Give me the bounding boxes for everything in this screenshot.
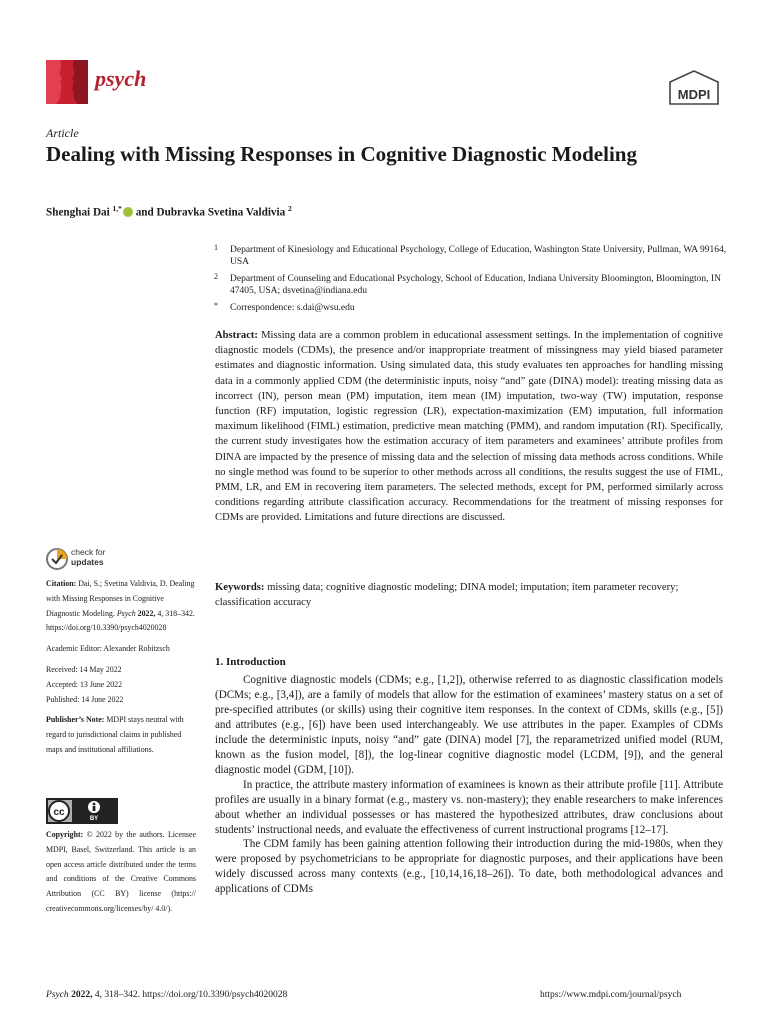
paragraph: The CDM family has been gaining attention following their introduction during the mid-1980s, when they were proposed by psychometricians to be appropriate for diagnostic purposes, and their applications have been widely discussed across many contexts (e.g., [10,14,16,18–26]). To date, both methodological advances and applications of CDMs bbox=[215, 838, 723, 896]
citation-label: Citation: bbox=[46, 579, 77, 588]
check-for-updates-icon bbox=[46, 547, 68, 571]
article-title: Dealing with Missing Responses in Cognitive Diagnostic Modeling bbox=[46, 142, 637, 166]
author-name[interactable]: and Dubravka Svetina Valdivia bbox=[135, 206, 286, 219]
academic-editor: Academic Editor: Alexander Robitzsch bbox=[46, 644, 170, 654]
orcid-icon[interactable] bbox=[123, 207, 133, 217]
journal-name: psych bbox=[95, 66, 147, 91]
keywords-label: Keywords: bbox=[215, 582, 265, 593]
mdpi-logo-icon bbox=[668, 70, 720, 108]
affiliations bbox=[214, 244, 729, 314]
abstract-label: Abstract: bbox=[215, 330, 258, 341]
copyright-text: © 2022 by the authors. Licensee MDPI, Basel, Switzerland. This article is an open access article distributed under the terms and conditions of the Creative Commons Attribution (CC BY) license (https:// creativecommons.org/licenses/by/ 4.0/). bbox=[46, 830, 196, 913]
author-list bbox=[46, 204, 292, 219]
mdpi-logo-text: MDPI bbox=[677, 87, 711, 102]
publisher-note-label: Publisher’s Note: bbox=[46, 715, 105, 725]
citation bbox=[46, 577, 198, 636]
affiliation-text: Department of Kinesiology and Educational Psychology, College of Education, Washington State University, Pullman, WA 99164, USA bbox=[230, 245, 727, 268]
correspondence-text[interactable]: Correspondence: s.dai@wsu.edu bbox=[230, 302, 355, 313]
paragraph: In practice, the attribute mastery information of examinees is known as their attribute profile [11]. Attribute profiles are usually in a binary format (e.g., mastery vs. non-mastery); they enable researchers to make inferences about whether an individual possesses or has mastered the hypothesized attributes, draw conclusions about students’ instructional needs, and evaluate the effectiveness of current instructional programs [12–17]. bbox=[215, 778, 723, 836]
accepted-date: Accepted: 13 June 2022 bbox=[46, 679, 123, 689]
svg-text:BY: BY bbox=[89, 816, 99, 822]
abstract-text: Missing data are a common problem in educational assessment settings. In the implementation of cognitive diagnostic models (CDMs), the presence and/or inappropriate treatment of missingness may yield biased parameter estimates and diagnostic information. Using simulated data, this study evaluates ten approaches for handling missing data in a commonly applied CDM (the deterministic inputs, noisy “and” gate (DINA) model): treating missing data as incorrect (IN), person mean (PM) imputation, item mean (IM) imputation, two-way (TW) imputation, response function (RF) imputation, logistic regression (LR), expectation-maximization (EM) imputation, full information maximum likelihood (FIML) estimation, predictive mean matching (PMM), and random imputation (RI). Specifically, the current study investigates how the estimation accuracy of item parameters and examinees’ attribute profiles from DINA are impacted by the presence of missing data and the selection of missing data methods across conditions. While no single method was found to be superior to other methods across all conditions, the results suggest the use of FIML, PMM, LR, and EM in recovering item parameters. The selected methods, except for PM, performed similarly across conditions regarding attribute classification accuracy. Recommendations for the treatment of missing responses for CDMs are provided. Limitations and future directions are discussed. bbox=[215, 330, 723, 524]
citation-year: 2022, bbox=[137, 608, 156, 618]
received-date: Received: 14 May 2022 bbox=[46, 664, 122, 674]
paragraph: Cognitive diagnostic models (CDMs; e.g., [1,2]), otherwise referred to as diagnostic classification models (DCMs; e.g., [3,4]), are a family of models that allow for the estimation of examinees’ mastery status on a set of pre-specified attributes (or skills) using their cognitive item responses. In the context of CDMs, skills (e.g., [5]) and attributes (e.g., [6]) have been used interchangeably. We use attributes in the paper. Examples of CDMs include the deterministic inputs, noisy “and” gate (DINA) model [7], the reparametrized unified model (RUM, known as the fusion model, [8]), the log-linear cognitive diagnostic model (LCDM, [9]), and the general diagnostic model (GDM, [10]). bbox=[215, 674, 723, 776]
copyright-notice bbox=[46, 828, 196, 917]
keywords bbox=[215, 580, 723, 610]
author-marks: 1,* bbox=[112, 204, 122, 213]
introduction-body bbox=[215, 673, 723, 897]
correspondence bbox=[214, 302, 729, 314]
citation-doi[interactable]: 4, 318–342. https://doi.org/10.3390/psych4020028 bbox=[46, 608, 195, 633]
article-type: Article bbox=[46, 126, 79, 140]
affiliation-mark: 1 bbox=[214, 243, 218, 252]
journal-logo-icon bbox=[46, 60, 88, 104]
author-marks: 2 bbox=[288, 204, 292, 213]
svg-text:cc: cc bbox=[53, 807, 65, 818]
affiliation-1 bbox=[214, 244, 729, 269]
sidebar-info bbox=[46, 577, 198, 758]
check-for-updates-button[interactable] bbox=[46, 545, 146, 575]
footer-journal-url[interactable]: https://www.mdpi.com/journal/psych bbox=[540, 990, 682, 1000]
author-name[interactable]: Shenghai Dai bbox=[46, 206, 110, 219]
publisher-note-text: MDPI stays neutral with regard to jurisdictional claims in published maps and institutional affiliations. bbox=[46, 715, 184, 754]
check-for-label: check for bbox=[71, 547, 106, 557]
updates-label: updates bbox=[71, 556, 104, 567]
abstract bbox=[215, 328, 723, 526]
footer-doi[interactable]: 4, 318–342. https://doi.org/10.3390/psych4020028 bbox=[94, 990, 288, 1000]
affiliation-mark: * bbox=[214, 300, 218, 310]
footer-year: 2022, bbox=[71, 990, 93, 1000]
publisher-note bbox=[46, 713, 198, 757]
footer-citation bbox=[46, 990, 287, 1000]
keywords-text: missing data; cognitive diagnostic modeling; DINA model; imputation; item parameter recovery; classification accuracy bbox=[215, 582, 679, 609]
published-date: Published: 14 June 2022 bbox=[46, 694, 124, 704]
affiliation-2 bbox=[214, 273, 729, 298]
cc-by-icon bbox=[46, 798, 118, 824]
section-heading-introduction: 1. Introduction bbox=[215, 656, 286, 668]
footer-journal: Psych bbox=[46, 990, 69, 1000]
citation-journal: Psych bbox=[116, 608, 136, 618]
copyright-label: Copyright: bbox=[46, 830, 84, 839]
affiliation-mark: 2 bbox=[214, 271, 218, 281]
affiliation-text: Department of Counseling and Educational Psychology, School of Education, Indiana University Bloomington, Bloomington, IN 47405, USA; dsvetina@indiana.edu bbox=[230, 273, 721, 297]
cc-by-license-badge[interactable] bbox=[46, 798, 118, 824]
citation-text: Dai, S.; Svetina Valdivia, D. Dealing with Missing Responses in Cognitive Diagnostic Modeling. bbox=[46, 579, 195, 618]
